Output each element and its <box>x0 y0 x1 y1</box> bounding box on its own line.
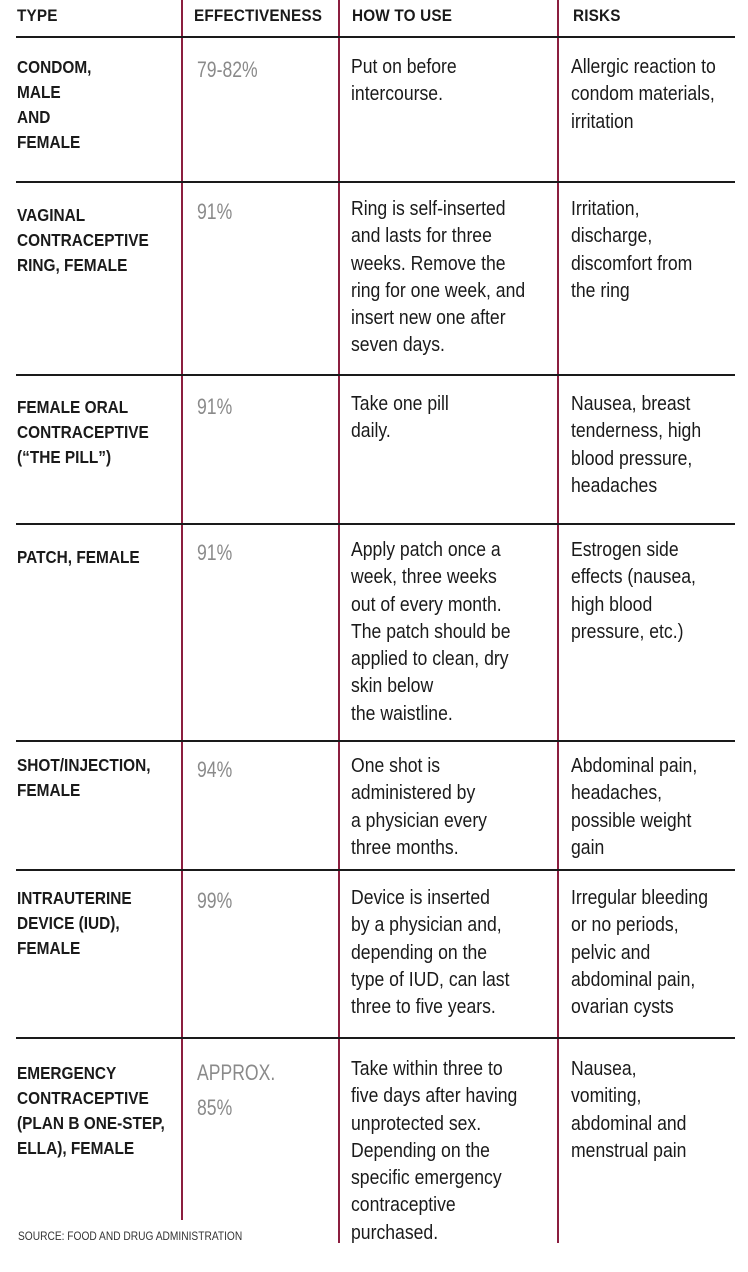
row-type-condom: CONDOM, MALE AND FEMALE <box>17 57 92 152</box>
row-risks-pill: Nausea, breast tenderness, high blood pressure, headaches <box>571 393 702 497</box>
source-note: SOURCE: FOOD AND DRUG ADMINISTRATION <box>18 1229 243 1243</box>
header-risks: RISKS <box>573 6 621 25</box>
row-effectiveness-shot: 94% <box>197 757 233 782</box>
row-how-to-use-ring: Ring is self-inserted and lasts for three weeks. Remove the ring for one week, and insert new one after seven days. <box>351 198 526 357</box>
row-risks-condom: Allergic reaction to condom materials, irritation <box>571 56 716 133</box>
row-type-patch: PATCH, FEMALE <box>17 547 140 567</box>
column-divider-2 <box>338 0 340 1243</box>
row-type-pill: FEMALE ORAL CONTRACEPTIVE (“THE PILL”) <box>17 397 149 467</box>
row-rule-3 <box>16 523 735 525</box>
row-rule-4 <box>16 740 735 742</box>
row-risks-iud: Irregular bleeding or no periods, pelvic and abdominal pain, ovarian cysts <box>571 887 708 1019</box>
header-type: TYPE <box>17 6 58 25</box>
row-risks-patch: Estrogen side effects (nausea, high blood pressure, etc.) <box>571 539 696 643</box>
row-how-to-use-emergency: Take within three to five days after having unprotected sex. Depending on the specific emergency contraceptive purchased. <box>351 1058 518 1244</box>
row-rule-5 <box>16 869 735 871</box>
row-risks-emergency: Nausea, vomiting, abdominal and menstrual pain <box>571 1058 687 1162</box>
row-risks-ring: Irritation, discharge, discomfort from the ring <box>571 198 693 302</box>
row-type-emergency: EMERGENCY CONTRACEPTIVE (PLAN B ONE-STEP, ELLA), FEMALE <box>17 1063 165 1158</box>
row-type-shot: SHOT/INJECTION, FEMALE <box>17 755 151 800</box>
row-how-to-use-condom: Put on before intercourse. <box>351 56 457 106</box>
row-type-iud: INTRAUTERINE DEVICE (IUD), FEMALE <box>17 888 132 958</box>
row-rule-6 <box>16 1037 735 1039</box>
row-effectiveness-emergency: APPROX. 85% <box>197 1060 276 1120</box>
row-effectiveness-ring: 91% <box>197 199 233 224</box>
header-rule <box>16 36 735 38</box>
column-divider-3 <box>557 0 559 1243</box>
row-effectiveness-patch: 91% <box>197 540 233 565</box>
row-risks-shot: Abdominal pain, headaches, possible weight gain <box>571 755 698 859</box>
row-how-to-use-shot: One shot is administered by a physician every three months. <box>351 755 487 859</box>
row-effectiveness-iud: 99% <box>197 888 233 913</box>
row-how-to-use-patch: Apply patch once a week, three weeks out of every month. The patch should be applied to clean, dry skin below the waistline. <box>351 539 511 725</box>
row-rule-1 <box>16 181 735 183</box>
row-type-ring: VAGINAL CONTRACEPTIVE RING, FEMALE <box>17 205 149 275</box>
header-effectiveness: EFFECTIVENESS <box>194 6 323 25</box>
row-rule-2 <box>16 374 735 376</box>
row-effectiveness-condom: 79-82% <box>197 57 258 82</box>
row-effectiveness-pill: 91% <box>197 394 233 419</box>
header-how-to-use: HOW TO USE <box>352 6 453 25</box>
row-how-to-use-iud: Device is inserted by a physician and, depending on the type of IUD, can last three to five years. <box>351 887 510 1019</box>
row-how-to-use-pill: Take one pill daily. <box>351 393 449 443</box>
